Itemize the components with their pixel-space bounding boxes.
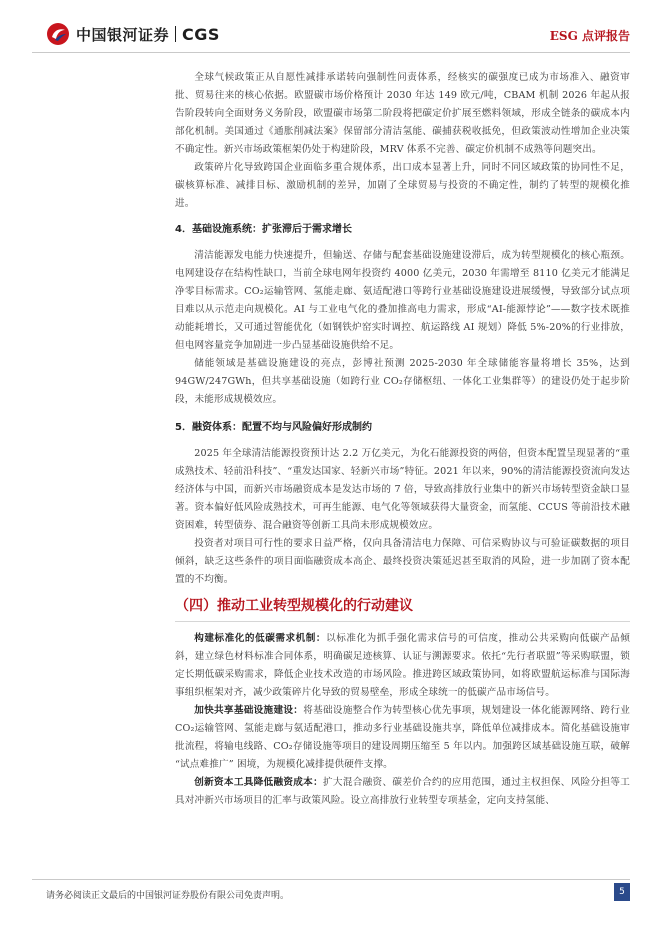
logo-divider bbox=[175, 26, 176, 42]
paragraph-investor-requirements: 投资者对项目可行性的要求日益严格，仅向具备清洁电力保障、可信采购协议与可验证碳数据的项目倾斜，缺乏这些条件的项目面临融资成本高企、最终投资决策延迟甚至取消的风险，进一步加剧了资本配置的不均衡。 bbox=[175, 538, 630, 585]
footer-divider bbox=[32, 879, 630, 880]
text-demand-mechanism: 以标准化为抓手强化需求信号的可信度，推动公共采购向低碳产品倾斜，建立绿色材料标准合同体系，明确碳足迹核算、认证与溯源要求。依托“先行者联盟”等采购联盟，锁定长期低碳采购需求，降低企业技术改造的市场风险。推进跨区域政策协同，如将欧盟航运标准与国际海事组织框架对齐，减少政策碎片化导致的贸易壁垒，形成全球统一的低碳产品市场信号。 bbox=[175, 633, 631, 698]
text-shared-infrastructure: 将基础设施整合作为转型核心优先事项，规划建设一体化能源网络、跨行业 CO₂运输管网、氢能走廊与氨适配港口，推动多行业基础设施共享，降低单位减排成本。简化基础设施审批流程，将输电线路、CO₂存储设施等项目的建设周期压缩至 5 年以内。加强跨区域基础设施互联，破解 “试点难推广” 困境，为规模化减排提供硬件支撑。 bbox=[175, 705, 630, 770]
report-type-label: ESG 点评报告 bbox=[549, 29, 630, 43]
report-body bbox=[175, 69, 630, 810]
paragraph-infrastructure-gap: 清洁能源发电能力快速提升，但输送、存储与配套基础设施建设滞后，成为转型规模化的核心瓶颈。电网建设存在结构性缺口，当前全球电网年投资约 4000 亿美元，2030 年需增至 8110 亿美元才能满足净零目标需求。CO₂运输管网、氢能走廊、氨适配港口等跨行业基础设施建设进展缓慢，导致部分试点项目难以从示范走向规模化。AI 与工业电气化的叠加推高电力需求，形成“AI-能源悖论”——数字技术既推动能耗增长，又可通过智能优化（如钢铁炉窑实时调控、航运路线 AI 规划）降低 5%-20%的行业排放，但电网容量竞争加剧进一步凸显基础设施供给不足。 bbox=[175, 250, 630, 351]
header-divider bbox=[32, 52, 630, 53]
logo-text-en: CGS bbox=[182, 24, 220, 44]
paragraph-capital-tools bbox=[175, 774, 630, 810]
section-heading-recommendations: （四）推动工业转型规模化的行动建议 bbox=[175, 598, 413, 614]
logo-text-cn: 中国银河证券 bbox=[76, 25, 170, 44]
paragraph-demand-mechanism bbox=[175, 630, 630, 702]
company-logo bbox=[46, 19, 220, 49]
lead-capital-tools: 创新资本工具降低融资成本： bbox=[194, 777, 323, 788]
paragraph-storage: 储能领域是基础设施建设的亮点，彭博社预测 2025-2030 年全球储能容量将增长 35%，达到 94GW/247GWh，但共享基础设施（如跨行业 CO₂存储枢纽、一体化工业集群等）的建设仍处于起步阶段，未能形成规模效应。 bbox=[175, 358, 630, 405]
section-divider bbox=[175, 621, 630, 622]
page-header bbox=[0, 0, 662, 64]
paragraph-shared-infrastructure bbox=[175, 702, 630, 774]
paragraph-policy-overview: 全球气候政策正从自愿性减排承诺转向强制性问责体系，经核实的碳强度已成为市场准入、融资审批、贸易往来的核心依据。欧盟碳市场价格预计 2030 年达 149 欧元/吨，CBAM 机制 2026 年起从报告阶段转向全面财务义务阶段，欧盟碳市场第二阶段将把碳定价扩展至燃料领域，形成全链条的碳成本内部化机制。美国通过《通胀削减法案》保留部分清洁氢能、碳捕获税收抵免，但政策波动性增加企业决策不确定性。新兴市场政策框架仍处于构建阶段，MRV 体系不完善、碳定价机制不成熟等问题突出。 bbox=[175, 72, 630, 155]
footer-disclaimer: 请务必阅读正文最后的中国银河证券股份有限公司免责声明。 bbox=[46, 891, 290, 901]
subheading-financing: 5．融资体系：配置不均与风险偏好形成制约 bbox=[175, 422, 372, 433]
page-number: 5 bbox=[614, 883, 630, 901]
lead-shared-infrastructure: 加快共享基础设施建设： bbox=[194, 705, 304, 716]
lead-demand-mechanism: 构建标准化的低碳需求机制： bbox=[194, 633, 327, 644]
subheading-infrastructure: 4．基础设施系统：扩张滞后于需求增长 bbox=[175, 224, 352, 235]
text-capital-tools: 扩大混合融资、碳差价合约的应用范围，通过主权担保、风险分担等工具对冲新兴市场项目的汇率与政策风险。设立高排放行业转型专项基金，定向支持氢能、 bbox=[175, 777, 630, 806]
paragraph-policy-fragmentation: 政策碎片化导致跨国企业面临多重合规体系，出口成本显著上升，同时不同区域政策的协同性不足，碳核算标准、减排目标、激励机制的差异，加剧了全球贸易与投资的不确定性，制约了转型的规模化推进。 bbox=[175, 162, 630, 209]
cgs-logo-icon bbox=[46, 22, 70, 46]
paragraph-investment-allocation: 2025 年全球清洁能源投资预计达 2.2 万亿美元，为化石能源投资的两倍，但资本配置呈现显著的“重成熟技术、轻前沿科技”、“重发达国家、轻新兴市场”特征。2021 年以来，90%的清洁能源投资流向发达经济体与中国，而新兴市场融资成本是发达市场的 7 倍，导致高排放行业集中的新兴市场转型资金缺口显著。资本偏好低风险成熟技术，可再生能源、电气化等领域获得大量资金，而氢能、CCUS 等前沿技术融资困难，转型债券、混合融资等创新工具尚未形成规模效应。 bbox=[175, 448, 630, 531]
